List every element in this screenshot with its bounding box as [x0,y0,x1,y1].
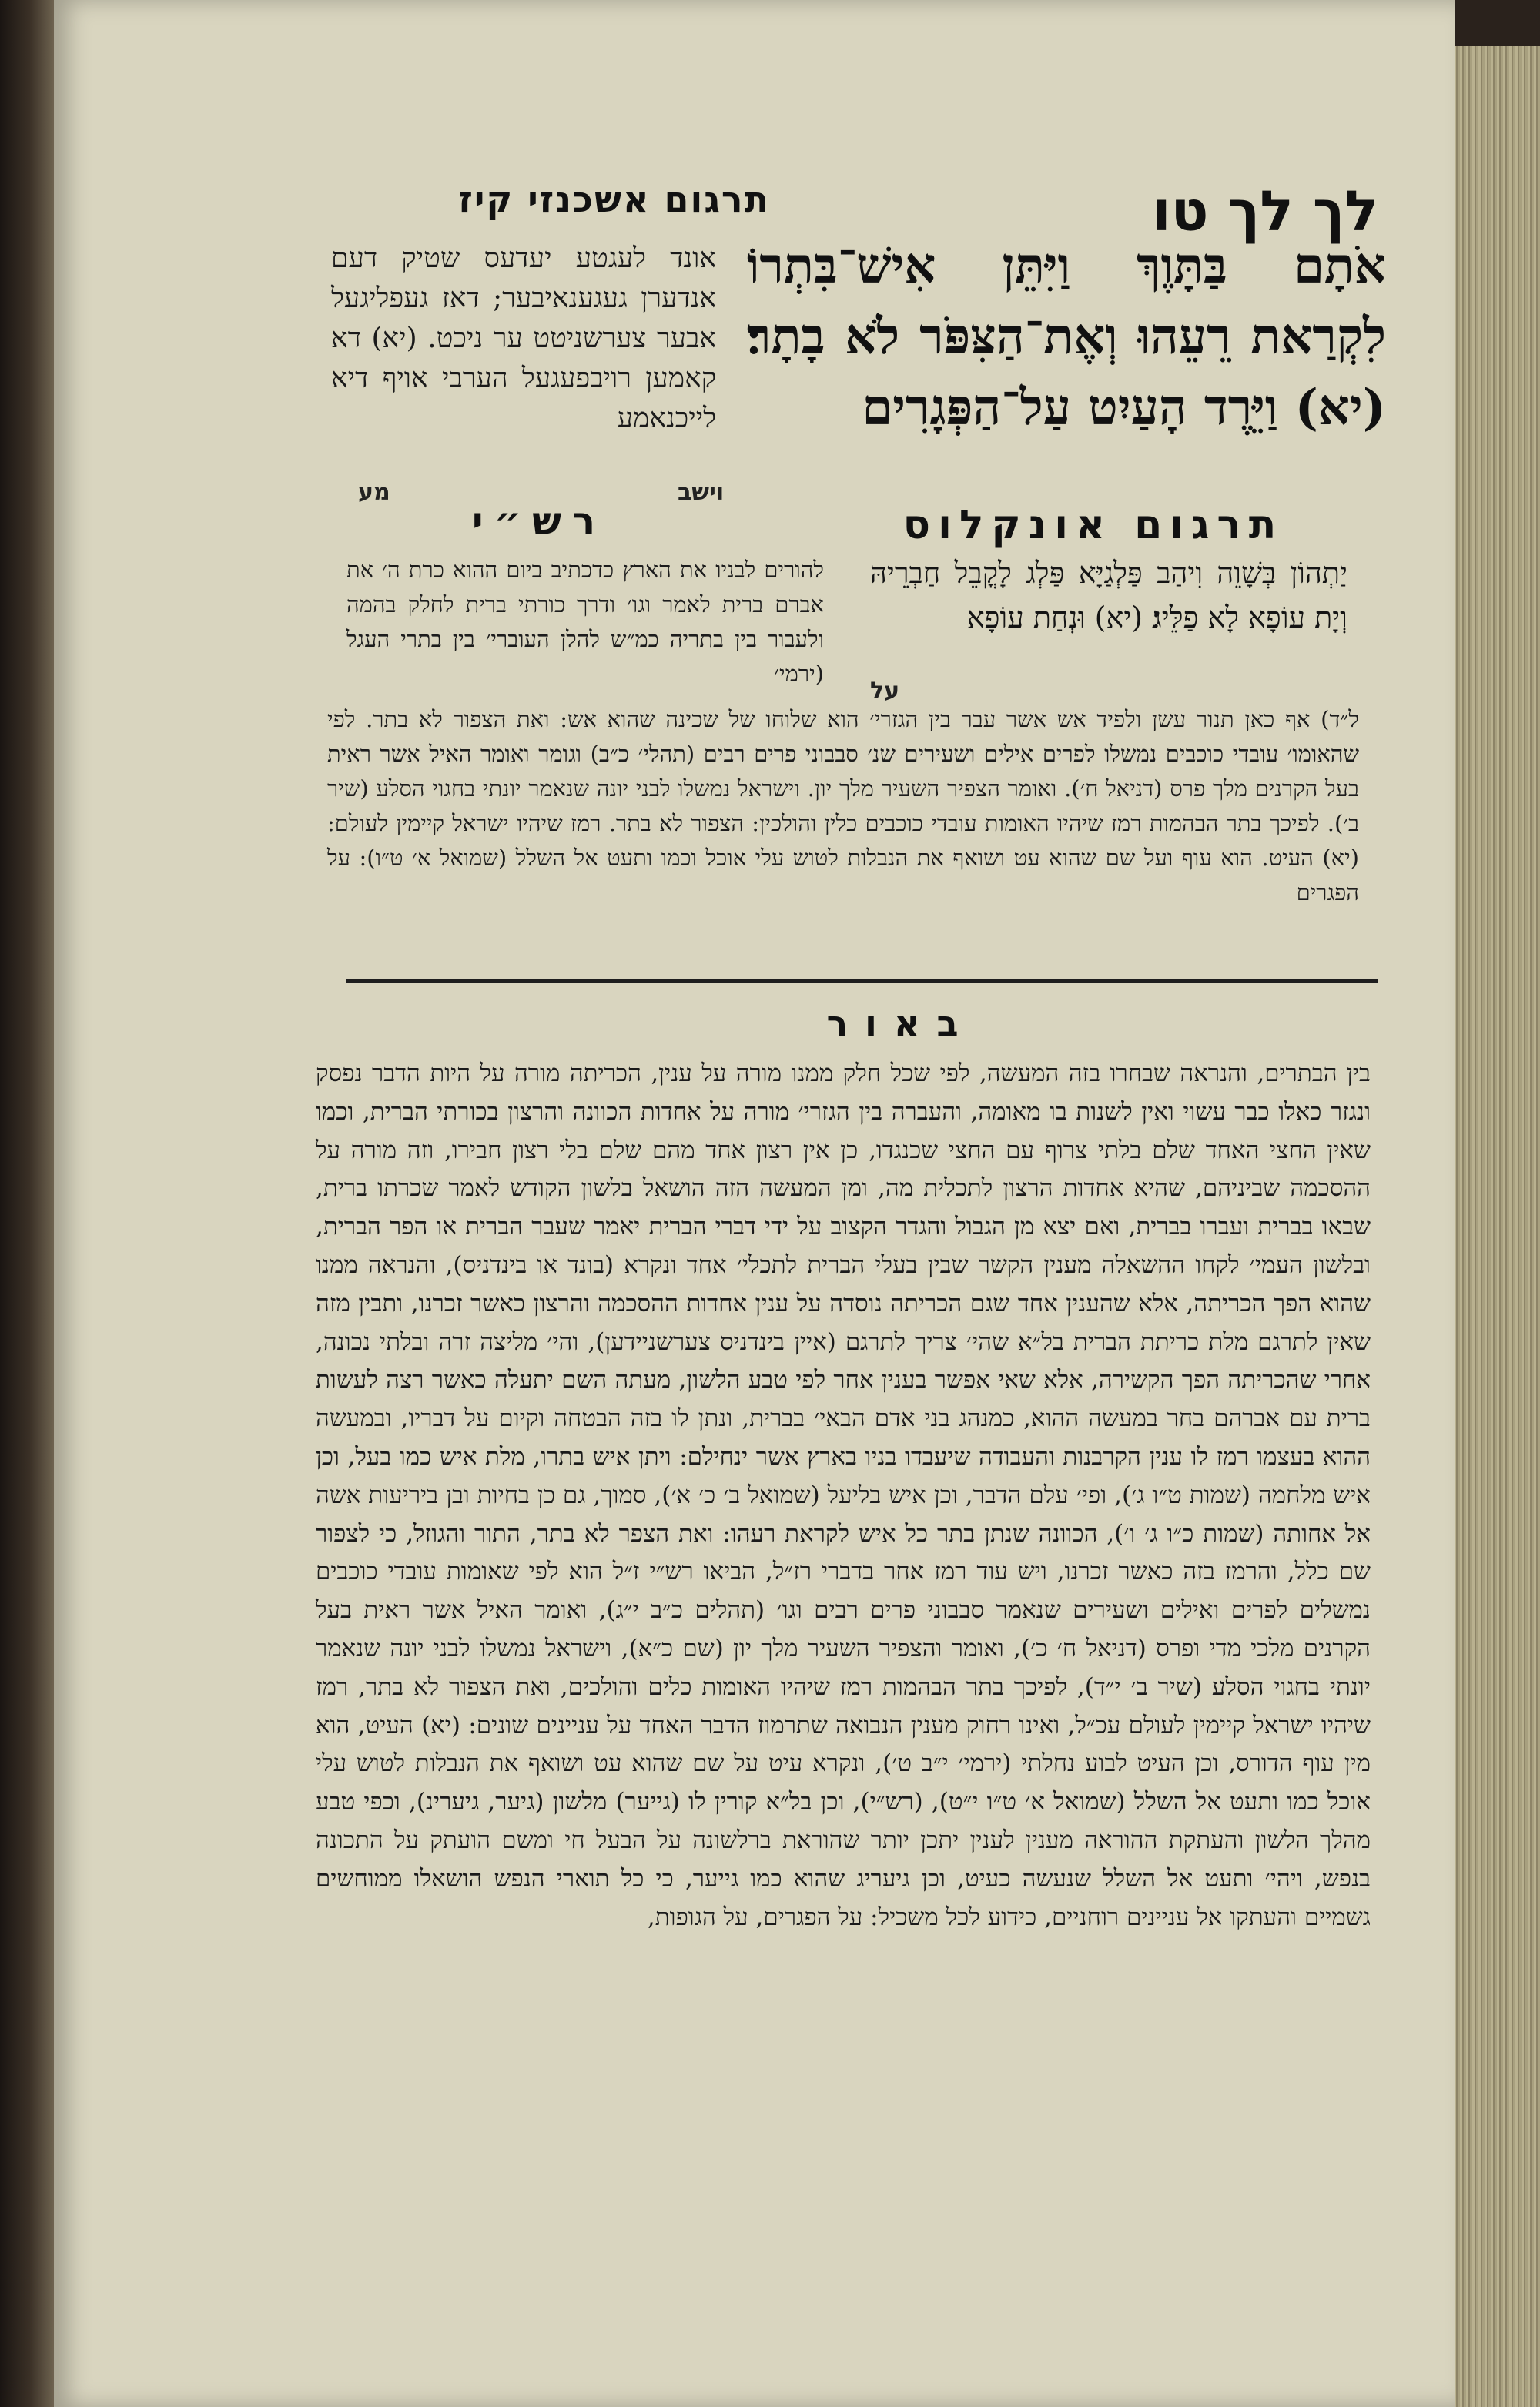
torah-verse-text: אֹתָם בַּתָּוֶךְ וַיִּתֵּן אִישׁ־בִּתְרוֹ לִקְרַאת רֵעֵהוּ וְאֶת־הַצִּפֹּר לֹא בָתָר׃ (יא) וַיֵּרֶד הָעַיִט עַל־הַפְּגָרִים [747,237,1386,437]
yiddish-translation-text: אונד לעגטע יעדעס שטיק דעם אנדערן געגענאיבער; דאז געפליגעל אבער צערשניטט ער ניכט. (יא) דא קאמען רויבפעגעל הערבי אויף דיא לייכנאמע [331,243,716,434]
section-divider [346,979,1378,983]
running-header-translation: תרגום אשכנזי קיז [458,179,770,220]
running-header-parasha: לך לך טו [1151,179,1378,243]
rashi-text-continued: ל״ד) אף כאן תנור עשן ולפיד אש אשר עבר בין הגזרי׳ הוא שלוחו של שכינה שהוא אש: ואת הצפור לא בתר. לפי שהאומו׳ עובדי כוכבים נמשלו לפרים אילים ושעירים שנ׳ סבבוני פרים רבים (תהלי׳ כ״ב) וגומר ואומר האיל אשר ראית בעל הקרנים מלך פרס (דניאל ח׳). ואומר הצפיר השעיר מלך יון. וישראל נמשלו לבני יונה שנאמר יונתי בחגוי הסלע (שיר ב׳). לפיכך בתר הבהמות רמז שיהיו האומות עובדי כוכבים כלין והולכין: הצפור לא בתר. רמז שיהיו ישראל קיימין לעולם: (יא) העיט. הוא עוף ועל שם שהוא עט ושואף את הנבלות לטוש עלי אוכל וכמו ותעט אל השלל (שמואל א׳ ט״ו): על הפגרים [327,706,1359,906]
book-binding-edge [0,0,54,2407]
biur-title: באור [826,1003,976,1044]
rashi-title: רש״י [471,499,607,544]
biur-commentary-text: בין הבתרים, והנראה שבחרו בזה המעשה, לפי שכל חלק ממנו מורה על ענין, הכריתה מורה על היות הדבר נפסק ונגזר כאלו כבר עשוי ואין לשנות בו מאומה, והעברה בין הגזרי׳ מורה על אחדות הכוונה והרצון בכורתי הברית, וכמו שאין החצי האחד שלם בלתי צרוף עם החצי שכנגדו, כן אין רצון אחד מהם שלם בלי רצון חבירו, וזה מורה על ההסכמה שביניהם, שהיא אחדות הרצון לתכלית מה, ומן המעשה הזה הושאל בלשון הקודש לאמר שכרתו ברית, שבאו בברית ועברו בברית, ואם יצא מן הגבול והגדר הקצוב על ידי דברי הברית יאמר שעבר הברית או הפר הברית, ובלשון העמי׳ לקחו ההשאלה מענין הקשר שבין בעלי הברית לתכלי׳ אחד ונקרא (בונד או בינדניס), והנראה ממנו שהוא הפך הכריתה, אלא שהענין אחד שגם הכריתה נוסדה על ענין אחדות ההסכמה והרצון כאשר זכרנו, ותבין מזה שאין לתרגם מלת כריתת הברית בל״א שהי׳ צריך לתרגם (איין בינדניס צערשניידען), והי׳ מליצה זרה ובלתי נכונה, אחרי שהכריתה הפך הקשירה, אלא שאי אפשר בענין אחר לפי טבע הלשון, מעתה השם יתעלה כאשר רצה לעשות ברית עם אברהם בחר במעשה ההוא, כמנהג בני אדם הבאי׳ בברית, ונתן לו בזה הבטחה וקיום על דבריו, ובמעשה ההוא בעצמו רמז לו ענין הקרבנות והעבודה שיעבדו בניו בארץ אשר ינחילם: ויתן איש בתרו, מלת איש כמו בעל, וכן איש מלחמה (שמות ט״ו ג׳), ופי׳ עלם הדבר, וכן איש בליעל (שמואל ב׳ כ׳ א׳), סמוך, גם כן בחיות ובן ביריעות אשה אל אחותה (שמות כ״ו ג׳ ו׳), הכוונה שנתן בתר כל איש לקראת רעהו: ואת הצפר לא בתר, התור והגוזל, כי לצפור שם כלל, והרמז בזה כאשר זכרנו, ויש עוד רמז אחר בדברי רז״ל, הביאו רש״י ז״ל הוא לפי שאומות עובדי כוכבים נמשלים לפרים ואילים ושעירים שנאמר סבבוני פרים רבים וגו׳ (תהלים כ״ב י״ג), ואומר האיל אשר ראית בעל הקרנים מלכי מדי ופרס (דניאל ח׳ כ׳), ואומר והצפיר השעיר מלך יון (שם כ״א), וישראל נמשלו לבני יונה שנאמר יונתי בחגוי הסלע (שיר ב׳ י״ד), לפיכך בתר הבהמות רמז שיהיו האומות כלים והולכים, ואת הצפור לא בתר, רמז שיהיו ישראל קיימין לעולם עכ״ל, ואינו רחוק מענין הנבואה שתרמוז הדבר האחד על עניינים שונים: (יא) העיט, הוא מין עוף הדורס, וכן העיט לבוע נחלתי (ירמי׳ י״ב ט׳), ונקרא עיט על שם שהוא עט ושואף את הנבלות לטוש עלי אוכל כמו ותעט אל השלל (שמואל א׳ ט״ו י״ט), (רש״י), וכן בל״א קורין לו (גייער) מלשון (גיער, גיערינ), וכפי טבע מהלך הלשון והעתקת ההוראה מענין לענין יתכן יותר שהוראת ברלשונה על הבעל חי ומשם הועתק על התכונה בנפש, ויהי׳ ותעט אל השלל שנעשה כעיט, וכן גיעריג שהוא כמו גייער, כי כל תוארי הנפש הושאלו ממוחשים גשמיים והעתקו אל עניינים רוחניים, כידוע לכל משכיל: על הפגרים, על הגופות, [316,1060,1371,1931]
catchword-yiddish: מע [358,479,390,506]
rashi-text-column: להורים לבניו את הארץ כדכתיב ביום ההוא כרת ה׳ את אברם ברית לאמר וגו׳ ודרך כורתי ברית לחלק בהמה ולעבור בין בתריה כמ״ש להלן העוברי׳ בין בתרי העגל (ירמי׳ [346,557,824,687]
onkelos-title: תרגום אונקלוס [902,502,1284,548]
book-page [54,0,1455,2407]
page-stack-edge [1448,46,1540,2407]
catchword-verse: וישב [678,479,725,506]
onkelos-text: יַתְהוֹן בְּשָׁוֵה וִיהַב פַּלְגַיָּא פַּלְג לָקֳבֵל חַבְרֵיהּ וְיָת עוֹפָא לָא פַלֵּיג׃ (יא) וּנְחַת עוֹפָא [870,556,1348,634]
catchword-onkelos: על [870,678,900,705]
